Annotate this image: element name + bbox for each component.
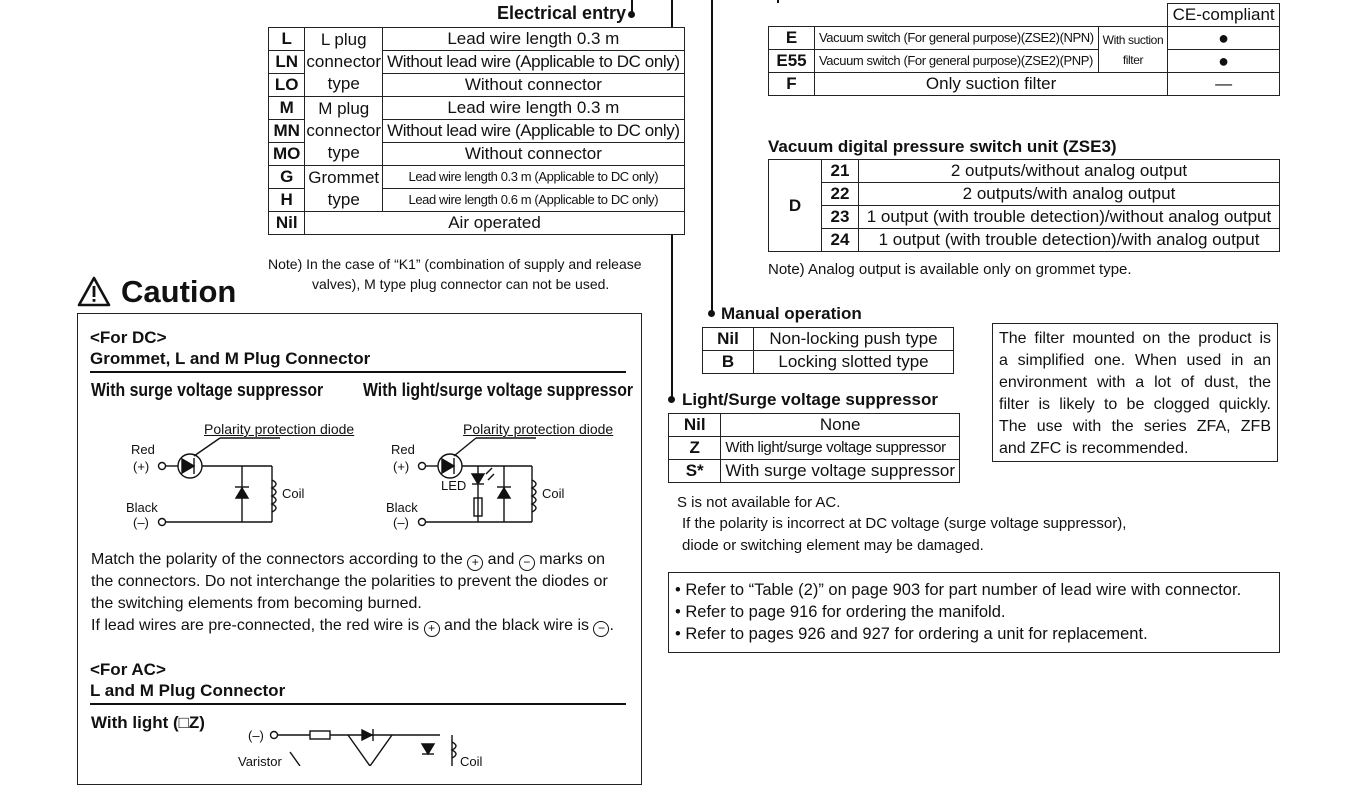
ce-header: CE-compliant bbox=[1168, 4, 1280, 27]
warning-icon bbox=[77, 276, 111, 308]
ac-coil-label: Coil bbox=[460, 754, 483, 769]
tree-dot bbox=[668, 396, 675, 403]
minus-label: (–) bbox=[133, 515, 149, 530]
suction-filter-cell: With suction filter bbox=[1098, 27, 1168, 73]
vacuum-switch-table bbox=[768, 3, 1280, 96]
electrical-entry-note-2: valves), M type plug connector can not be used. bbox=[312, 276, 610, 292]
plus-mark-icon: + bbox=[467, 555, 483, 571]
dc-subheading: Grommet, L and M Plug Connector bbox=[90, 349, 371, 368]
surge-note-1: S is not available for AC. bbox=[677, 494, 841, 511]
coil-label: Coil bbox=[282, 486, 305, 501]
black-label-2: Black bbox=[386, 500, 418, 515]
table-row: 22 2 outputs/with analog output bbox=[769, 183, 1280, 206]
group-cell: Grommet type bbox=[305, 166, 383, 212]
group-cell: M plug connector type bbox=[305, 97, 383, 166]
surge-note-2: If the polarity is incorrect at DC voltage (surge voltage suppressor), bbox=[682, 515, 1127, 532]
desc-cell: Lead wire length 0.3 m bbox=[383, 28, 685, 51]
surge-title: Light/Surge voltage suppressor bbox=[682, 390, 938, 409]
led-label: LED bbox=[441, 478, 467, 493]
surge-note-3: diode or switching element may be damaged. bbox=[682, 537, 984, 554]
table-row: Nil None bbox=[669, 414, 960, 437]
plus-label: (+) bbox=[133, 459, 150, 474]
code-cell: L bbox=[269, 28, 305, 51]
table-row: 23 1 output (with trouble detection)/without analog output bbox=[769, 206, 1280, 229]
ac-heading: <For AC> bbox=[90, 660, 166, 679]
table-row: D 21 2 outputs/without analog output bbox=[769, 160, 1280, 183]
table-row: 24 1 output (with trouble detection)/with analog output bbox=[769, 229, 1280, 252]
refer-box: • Refer to “Table (2)” on page 903 for part number of lead wire with connector. • Refer to page 916 for ordering the manifold. • Refer to pages 926 and 927 for ordering a unit for replacement. bbox=[668, 572, 1280, 653]
caution-paragraph: Match the polarity of the connectors according to the + and − marks on the connectors. Do not interchange the polarities to prevent the diodes or the switching elements from becoming burned. If lead wires are pre-connected, the red wire is + and the black wire is − . bbox=[91, 551, 614, 635]
ac-minus-label: (–) bbox=[248, 728, 264, 743]
plus-mark-icon: + bbox=[424, 621, 440, 637]
table-row: S* With surge voltage suppressor bbox=[669, 460, 960, 483]
minus-mark-icon: − bbox=[519, 555, 535, 571]
varistor-label: Varistor bbox=[238, 754, 282, 769]
divider bbox=[90, 371, 626, 373]
divider bbox=[90, 703, 626, 705]
table-row: E Vacuum switch (For general purpose)(ZSE2)(NPN) With suction filter ● bbox=[769, 27, 1280, 50]
coil-label-2: Coil bbox=[542, 486, 565, 501]
manual-operation-table bbox=[702, 327, 954, 374]
tree-line bbox=[711, 0, 713, 312]
digital-switch-table bbox=[768, 159, 1280, 252]
table-row: MN Without lead wire (Applicable to DC only) bbox=[269, 120, 685, 143]
tree-dot bbox=[708, 310, 715, 317]
table-row: LN Without lead wire (Applicable to DC only) bbox=[269, 51, 685, 74]
caution-title: Caution bbox=[121, 274, 237, 309]
filter-note-box: The filter mounted on the product is a simplified one. When used in an environment with a lot of dust, the filter is likely to be clogged quickly. The use with the series ZFA, ZFB and ZFC is recommended. bbox=[992, 323, 1278, 462]
electrical-entry-note: Note) In the case of “K1” (combination of supply and release bbox=[268, 256, 642, 272]
manual-operation-title: Manual operation bbox=[721, 304, 862, 323]
dc-heading: <For DC> bbox=[90, 328, 167, 347]
electrical-entry-table bbox=[268, 27, 685, 235]
polarity-label-2: Polarity protection diode bbox=[463, 421, 614, 437]
table-row bbox=[769, 4, 1280, 27]
table-row: B Locking slotted type bbox=[703, 351, 954, 374]
light-diagram-heading: With light/surge voltage suppressor bbox=[363, 380, 634, 400]
black-label: Black bbox=[126, 500, 158, 515]
tree-line bbox=[631, 0, 633, 14]
table-row: F Only suction filter — bbox=[769, 73, 1280, 96]
table-row: M M plug connector type Lead wire length 0.3 m bbox=[269, 97, 685, 120]
surge-table bbox=[668, 413, 960, 483]
table-row: LO Without connector bbox=[269, 74, 685, 97]
table-row: Nil Non-locking push type bbox=[703, 328, 954, 351]
table-row: H Lead wire length 0.6 m (Applicable to DC only) bbox=[269, 189, 685, 212]
electrical-entry-title: Electrical entry bbox=[497, 3, 627, 23]
table-row: G Grommet type Lead wire length 0.3 m (Applicable to DC only) bbox=[269, 166, 685, 189]
table-row bbox=[269, 28, 685, 51]
minus-mark-icon: − bbox=[593, 621, 609, 637]
ac-subheading: L and M Plug Connector bbox=[90, 681, 286, 700]
red-label-2: Red bbox=[391, 442, 415, 457]
table-row: Nil Air operated bbox=[269, 212, 685, 235]
table-row: E55 Vacuum switch (For general purpose)(ZSE2)(PNP) ● bbox=[769, 50, 1280, 73]
digital-switch-title: Vacuum digital pressure switch unit (ZSE3) bbox=[768, 137, 1117, 156]
digital-switch-note: Note) Analog output is available only on grommet type. bbox=[768, 261, 1132, 278]
group-cell: L plug connector type bbox=[305, 28, 383, 97]
polarity-label: Polarity protection diode bbox=[204, 421, 355, 437]
plus-label-2: (+) bbox=[393, 459, 410, 474]
with-light-heading: With light (□Z) bbox=[91, 713, 205, 732]
red-label: Red bbox=[131, 442, 155, 457]
surge-diagram-heading: With surge voltage suppressor bbox=[91, 380, 324, 400]
minus-label-2: (–) bbox=[393, 515, 409, 530]
table-row: MO Without connector bbox=[269, 143, 685, 166]
table-row: Z With light/surge voltage suppressor bbox=[669, 437, 960, 460]
